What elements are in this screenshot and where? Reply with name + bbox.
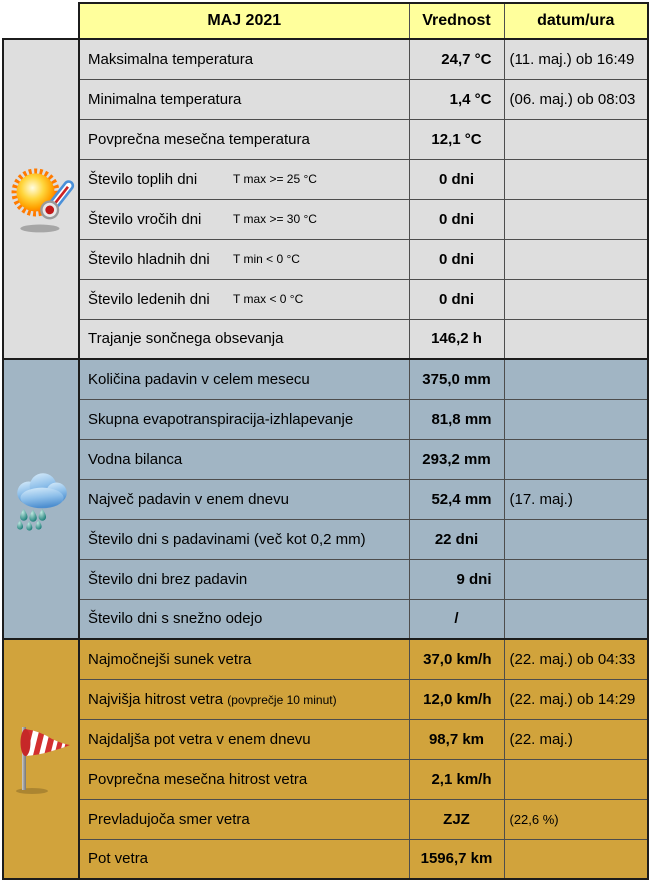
table-row: [3, 439, 648, 479]
row-label: Pot vetra: [79, 839, 409, 879]
row-date: [504, 159, 648, 199]
row-value: 12,1 °C: [409, 119, 504, 159]
row-value: 0 dni: [409, 159, 504, 199]
row-date: [504, 399, 648, 439]
windsock-icon: [10, 713, 72, 805]
row-value: /: [409, 599, 504, 639]
row-value: 293,2 mm: [409, 439, 504, 479]
table-row: [3, 639, 648, 679]
row-value: 0 dni: [409, 199, 504, 239]
weather-stats-table: [2, 2, 649, 880]
table-row: [3, 839, 648, 879]
row-date: [504, 119, 648, 159]
row-date: [504, 519, 648, 559]
date-column-header: datum/ura: [504, 3, 648, 39]
row-label: Število dni s snežno odejo: [79, 599, 409, 639]
table-row: [3, 79, 648, 119]
row-label: Najdaljša pot vetra v enem dnevu: [79, 719, 409, 759]
table-row: [3, 519, 648, 559]
row-sublabel: T max < 0 °C: [233, 292, 304, 306]
table-row: [3, 159, 648, 199]
row-label: Število dni brez padavin: [79, 559, 409, 599]
row-date: (17. maj.): [504, 479, 648, 519]
row-label: Minimalna temperatura: [79, 79, 409, 119]
row-sublabel: T max >= 30 °C: [233, 212, 317, 226]
table-row: [3, 399, 648, 439]
row-sublabel: T min < 0 °C: [233, 252, 300, 266]
temperature-section-icon-cell: [3, 39, 79, 359]
sun-thermometer-icon: [6, 163, 76, 235]
table-row: [3, 599, 648, 639]
row-date: [504, 319, 648, 359]
row-date: [504, 559, 648, 599]
table-row: [3, 199, 648, 239]
row-value: 0 dni: [409, 239, 504, 279]
row-value: 22 dni: [409, 519, 504, 559]
row-date: (22. maj.) ob 14:29: [504, 679, 648, 719]
row-label: Število dni s padavinami (več kot 0,2 mm): [79, 519, 409, 559]
row-label: Povprečna mesečna temperatura: [79, 119, 409, 159]
row-label: Najmočnejši sunek vetra: [79, 639, 409, 679]
row-date: [504, 599, 648, 639]
table-row: [3, 799, 648, 839]
table-row: [3, 559, 648, 599]
row-value: 0 dni: [409, 279, 504, 319]
row-label: Trajanje sončnega obsevanja: [79, 319, 409, 359]
row-label: [79, 679, 409, 719]
table-row: [3, 239, 648, 279]
value-column-header: Vrednost: [409, 3, 504, 39]
corner-spacer: [3, 3, 79, 39]
row-date: [504, 839, 648, 879]
table-row: [3, 319, 648, 359]
row-label: Največ padavin v enem dnevu: [79, 479, 409, 519]
row-date: (22. maj.) ob 04:33: [504, 639, 648, 679]
row-value: 1,4 °C: [409, 79, 504, 119]
row-value: 146,2 h: [409, 319, 504, 359]
rain-cloud-icon: [8, 466, 74, 532]
row-label: [79, 279, 409, 319]
row-date: [504, 239, 648, 279]
row-label: [79, 199, 409, 239]
row-label-text: Število vročih dni: [88, 210, 202, 228]
row-label: Vodna bilanca: [79, 439, 409, 479]
row-value: 81,8 mm: [409, 399, 504, 439]
row-date: [504, 439, 648, 479]
row-value: 12,0 km/h: [409, 679, 504, 719]
row-sublabel: (povprečje 10 minut): [227, 692, 337, 707]
precipitation-section-icon-cell: [3, 359, 79, 639]
row-label: Maksimalna temperatura: [79, 39, 409, 79]
row-label: [79, 239, 409, 279]
table-row: [3, 719, 648, 759]
table-row: [3, 39, 648, 79]
month-header: MAJ 2021: [79, 3, 409, 39]
row-label-text: Najvišja hitrost vetra: [88, 690, 224, 708]
row-date: (06. maj.) ob 08:03: [504, 79, 648, 119]
table-header-row: [3, 3, 648, 39]
row-label: Količina padavin v celem mesecu: [79, 359, 409, 399]
row-value: 24,7 °C: [409, 39, 504, 79]
row-value: 375,0 mm: [409, 359, 504, 399]
row-date: [504, 359, 648, 399]
row-date: [504, 279, 648, 319]
row-label-text: Število ledenih dni: [88, 290, 210, 308]
row-value: 98,7 km: [409, 719, 504, 759]
wind-section-icon-cell: [3, 639, 79, 879]
row-date: [504, 199, 648, 239]
row-label-text: Število toplih dni: [88, 170, 198, 188]
row-value: 9 dni: [409, 559, 504, 599]
row-label-text: Število hladnih dni: [88, 250, 210, 268]
table-row: [3, 479, 648, 519]
row-date: (22,6 %): [504, 799, 648, 839]
table-row: [3, 759, 648, 799]
row-sublabel: T max >= 25 °C: [233, 172, 317, 186]
table-row: [3, 119, 648, 159]
row-date: [504, 759, 648, 799]
row-value: ZJZ: [409, 799, 504, 839]
row-value: 2,1 km/h: [409, 759, 504, 799]
row-label: Prevladujoča smer vetra: [79, 799, 409, 839]
row-value: 1596,7 km: [409, 839, 504, 879]
row-label: Povprečna mesečna hitrost vetra: [79, 759, 409, 799]
row-label: [79, 159, 409, 199]
row-value: 37,0 km/h: [409, 639, 504, 679]
table-row: [3, 359, 648, 399]
row-date: (22. maj.): [504, 719, 648, 759]
table-row: [3, 679, 648, 719]
table-row: [3, 279, 648, 319]
row-label: Skupna evapotranspiracija-izhlapevanje: [79, 399, 409, 439]
row-date: (11. maj.) ob 16:49: [504, 39, 648, 79]
row-value: 52,4 mm: [409, 479, 504, 519]
